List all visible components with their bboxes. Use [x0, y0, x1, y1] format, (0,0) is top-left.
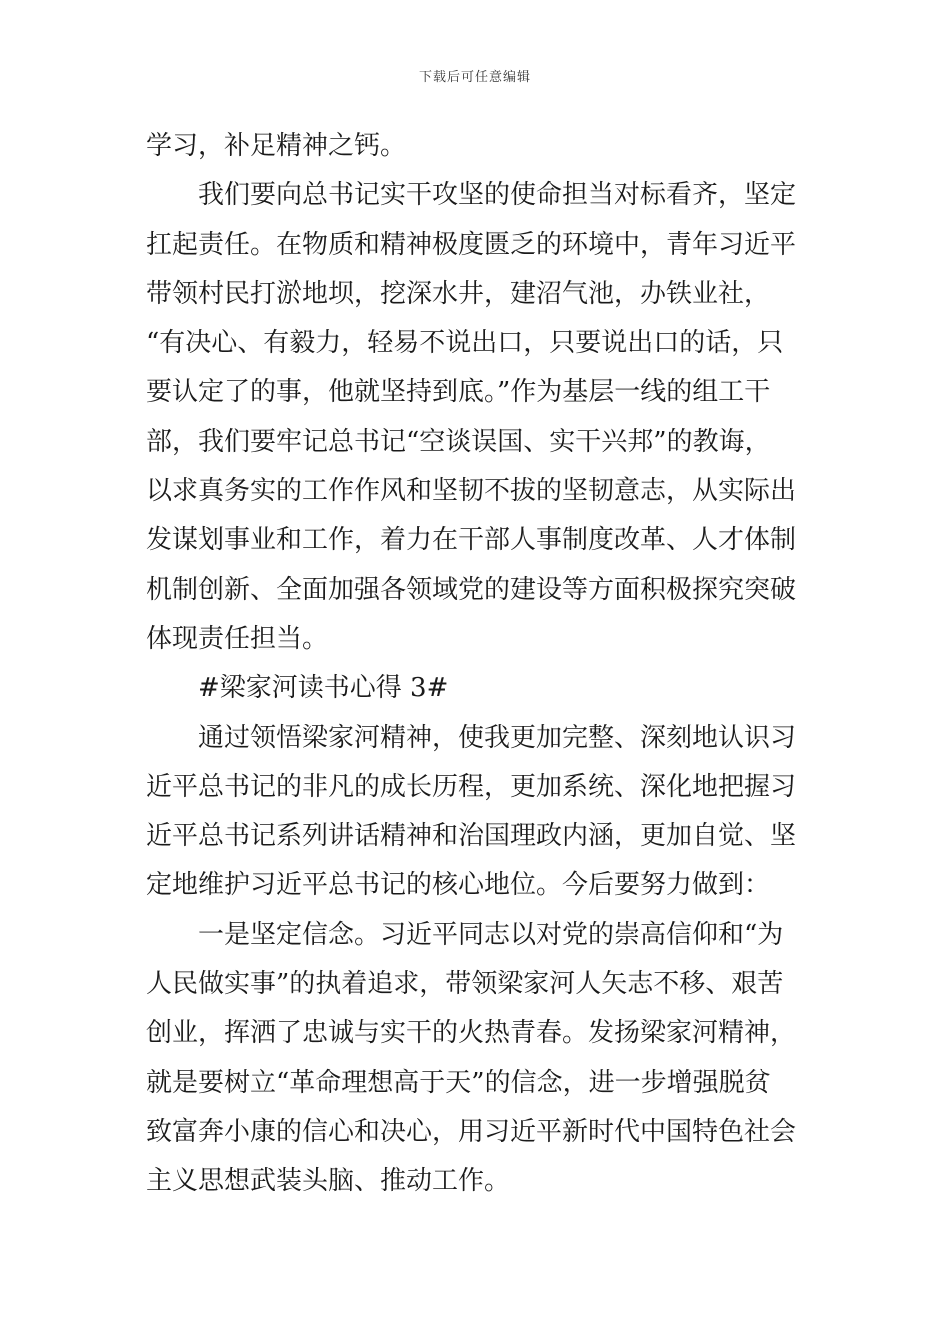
text-line: 主义思想武装头脑、推动工作。: [146, 1166, 511, 1197]
text-line: 致富奔小康的信心和决心，用习近平新时代中国特色社会: [146, 1116, 797, 1147]
text-line: 部，我们要牢记总书记“空谈误国、实干兴邦”的教诲，: [146, 426, 771, 457]
text-line: 创业，挥洒了忠诚与实干的火热青春。发扬梁家河精神，: [146, 1018, 797, 1049]
text-line: 定地维护习近平总书记的核心地位。今后要努力做到：: [146, 870, 771, 901]
text-line: 以求真务实的工作作风和坚韧不拔的坚韧意志，从实际出: [146, 476, 797, 507]
section-heading: #梁家河读书心得 3#: [198, 673, 449, 704]
text-line: 就是要树立“革命理想高于天”的信念，进一步增强脱贫: [146, 1067, 771, 1098]
text-line: 机制创新、全面加强各领域党的建设等方面积极探究突破: [146, 574, 797, 605]
text-line: 人民做实事”的执着追求，带领梁家河人矢志不移、艰苦: [146, 969, 784, 1000]
text-line: 我们要向总书记实干攻坚的使命担当对标看齐，坚定: [198, 180, 797, 211]
text-line: 要认定了的事，他就坚持到底。”作为基层一线的组工干: [146, 377, 771, 408]
text-line: 近平总书记系列讲话精神和治国理政内涵，更加自觉、坚: [146, 821, 797, 852]
text-line: “有决心、有毅力，轻易不说出口，只要说出口的话，只: [146, 328, 784, 359]
text-line: 体现责任担当。: [146, 623, 329, 654]
text-line: 近平总书记的非凡的成长历程，更加系统、深化地把握习: [146, 771, 797, 802]
document-body: [146, 122, 806, 1207]
text-line: 扛起责任。在物质和精神极度匮乏的环境中，青年习近平: [146, 229, 797, 260]
text-line: 带领村民打淤地坝，挖深水井，建沼气池，办铁业社，: [146, 278, 771, 309]
text-line: 一是坚定信念。习近平同志以对党的崇高信仰和“为: [198, 919, 784, 950]
text-line: 发谋划事业和工作，着力在干部人事制度改革、人才体制: [146, 525, 797, 556]
text-line: 学习，补足精神之钙。: [146, 131, 407, 161]
text-line: 通过领悟梁家河精神，使我更加完整、深刻地认识习: [198, 722, 797, 753]
page-header-note: 下载后可任意编辑: [418, 70, 531, 85]
